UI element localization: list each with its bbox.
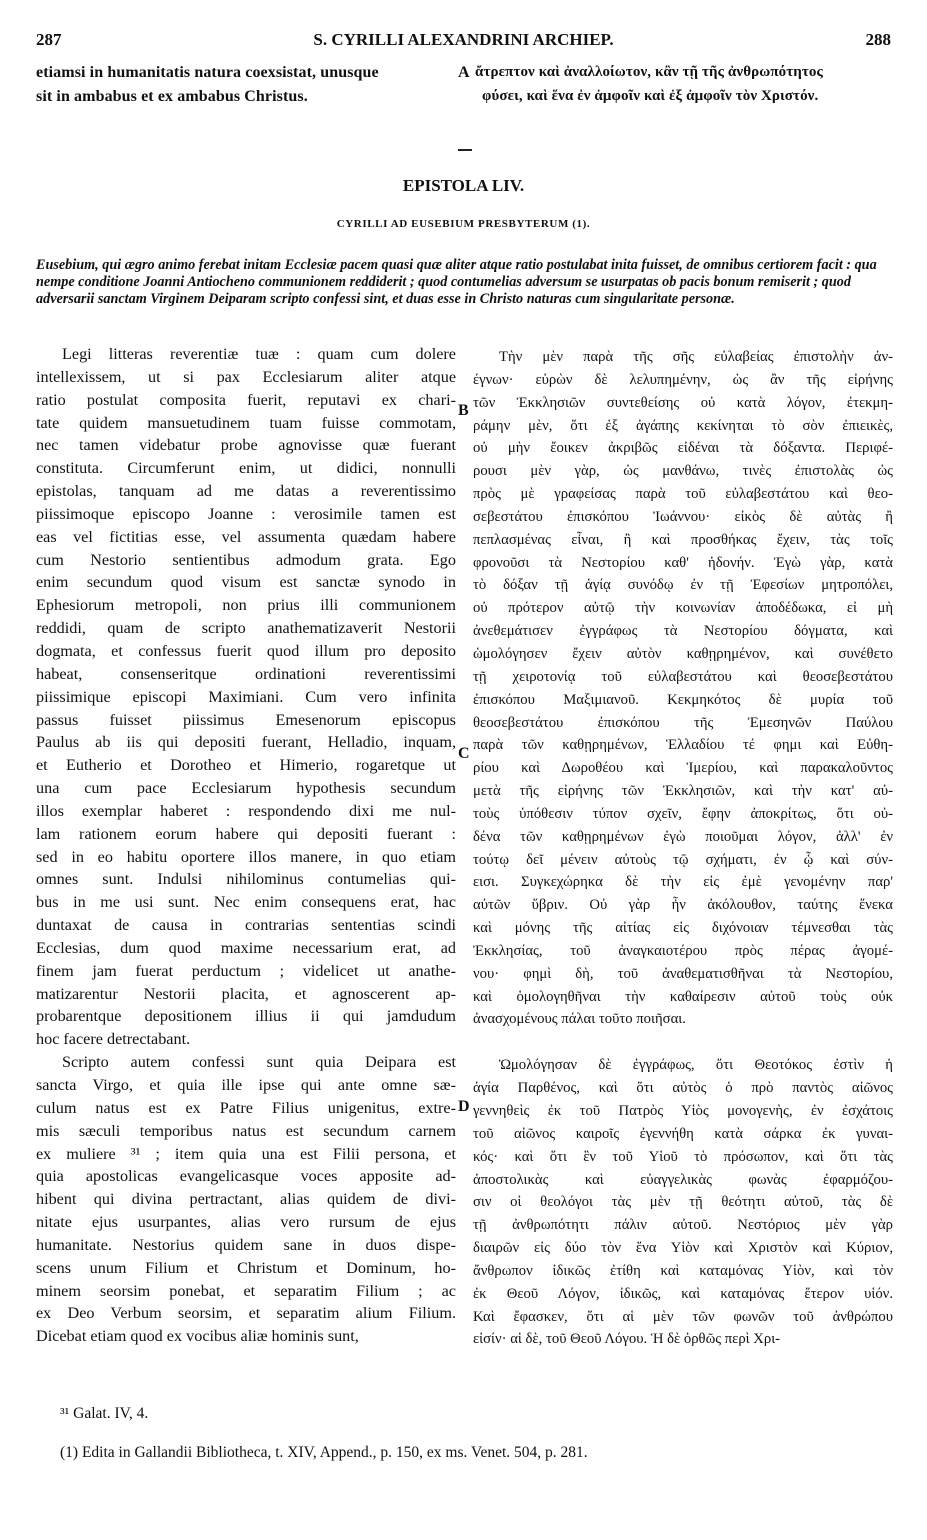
text-line: εισι. Συγκεχώρηκα δὲ τὴν εἰς ἐμὲ γενομένην παρ' (473, 874, 893, 891)
latin-continuation-line-1: etiamsi in humanitatis natura coexsistat, unusque (36, 64, 379, 81)
text-line: culum natus est ex Patre Filius unigenitus, extre- (36, 1098, 456, 1117)
text-line: τῇ χειροτονίᾳ τοῦ εὐλαβεστάτου καὶ θεοσεβεστάτου (473, 668, 893, 685)
text-line: ἀνασχομένους πάλαι τοῦτο ποιῆσαι. (473, 1011, 686, 1028)
text-line: ex muliere ³¹ ; item quia una est Filii persona, et (36, 1144, 456, 1163)
text-line: intellexissem, ut si pax Ecclesiarum aliter atque (36, 367, 456, 386)
text-line: piissimique episcopi Maximiani. Cum vero infinita (36, 687, 456, 706)
text-line: sed in eo habitu oportere illos manere, in quo etiam (36, 847, 456, 866)
text-line: ἄνθρωπον ἰδικῶς ἐτίθη καὶ καταμόνας Υἱὸν, καὶ τὸν (473, 1262, 893, 1279)
text-line: hibent qui divina pertractant, alias quidem de divi- (36, 1190, 456, 1209)
text-line: passus fuisset piissimus Emesenorum episcopus (36, 710, 456, 729)
greek-paragraph-2 (473, 1054, 893, 1351)
latin-continuation-line-2: sit in ambabus et ex ambabus Christus. (36, 88, 308, 105)
text-line: quia apostolicas evangelicasque voces apposite ad- (36, 1167, 456, 1186)
text-line: κός· καὶ ὅτι ἓν τοῦ Υἱοῦ τὸ πρόσωπον, καὶ ὅτι τὰς (473, 1148, 893, 1165)
text-line: τούτῳ δεῖ μένειν αὐτοὺς τῷ σχήματι, ἐν ᾧ καὶ σύν- (473, 851, 893, 868)
footnote-31: ³¹ Galat. IV, 4. (60, 1405, 149, 1422)
greek-continuation-line-2: φύσει, καὶ ἕνα ἐν ἀμφοῖν καὶ ἐξ ἀμφοῖν τὸν Χριστόν. (482, 88, 819, 104)
text-line: dogmata, et confessus fuerit quod illum pro deposito (36, 641, 456, 660)
text-line: ἐπισκόπου Μαξιμιανοῦ. Κεκμηκότος δὲ μυρία τοῦ (473, 691, 893, 708)
latin-column (36, 343, 456, 1348)
footnote-1: (1) Edita in Gallandii Bibliotheca, t. XIV, Append., p. 150, ex ms. Venet. 504, p. 281. (60, 1444, 588, 1461)
running-title: S. CYRILLI ALEXANDRINI ARCHIEP. (313, 30, 614, 49)
text-line: οὐ πρότερον αὐτῷ τὴν κοινωνίαν ἀποδέδωκα, εἰ μὴ (473, 600, 893, 617)
greek-continuation-line-1: ἄτρεπτον καὶ ἀναλλοίωτον, κἂν τῇ τῆς ἀνθρωπότητος (475, 64, 823, 80)
text-line: Ἐκκλησίας, τοῦ ἀναγκαιοτέρου πρὸς πέρας ἀγομέ- (473, 942, 893, 959)
margin-letter-c: C (458, 745, 470, 762)
text-line: finem jam fuerat perductum ; videlicet ut anathe- (36, 961, 456, 980)
text-line: θεοσεβεστάτου ἐπισκόπου τῆς Ἐμεσηνῶν Παύλου (473, 714, 893, 731)
text-line: habeat, consenseritque ordinationi reverentissimi (36, 664, 456, 683)
text-line: sancta Virgo, et quia ille ipse qui ante omne sæ- (36, 1076, 456, 1094)
text-line: mis sæculi temporibus natus est secundum carnem (36, 1121, 456, 1140)
text-line: ἀποστολικὰς καὶ εὐαγγελικὰς φωνὰς ἐφαρμόζου- (473, 1171, 893, 1188)
text-line: humanitate. Nestorius quidem sane in duos dispe- (36, 1235, 456, 1254)
text-line: ὡμολόγησεν ἔχειν αὐτὸν καθῃρημένον, καὶ συνέθετο (473, 645, 893, 662)
text-line: έγνων· εὑρὼν δὲ λελυπημένην, ὡς ἂν τῆς εἰρήνης (473, 371, 893, 388)
text-line: Scripto autem confessi sunt quia Deipara est (62, 1053, 456, 1072)
text-line: σεβεστάτου ἐπισκόπου Ἰωάννου· εἰκὸς δὲ αὐτὰς ἢ (473, 508, 893, 525)
text-line: cum Nestorio sentientibus admodum grata. Ego (36, 550, 456, 569)
greek-paragraph-1 (473, 346, 893, 1031)
text-line: enim secundum quod visum est sanctæ synodo in (36, 573, 456, 592)
latin-paragraph-1 (36, 343, 456, 1051)
margin-letter-b: B (458, 402, 469, 419)
text-line: constituta. Circumferunt enim, ut didici, nonnulli (36, 459, 456, 478)
text-line: ράμην μὲν, ὅτι ἐξ ἀγάπης κεκίνηται τὸ σὸν ἐπιεικὲς, (473, 417, 893, 434)
text-line: epistolas, tanquam ad me datas a reverentissimo (36, 482, 456, 501)
text-line: τῇ ἀνθρωπότητι πάλιν αὐτοῦ. Νεστόριος μὲν γὰρ (473, 1217, 893, 1234)
text-line: Ὡμολόγησαν δὲ ἐγγράφως, ὅτι Θεοτόκος ἐστὶν ἡ (499, 1057, 893, 1074)
epistle-subtitle: CYRILLI AD EUSEBIUM PRESBYTERUM (1). (336, 218, 591, 230)
text-line: una cum pace Ecclesiarum hypothesis secundum (36, 779, 456, 798)
text-line: ratio postulat composita fuerit, reputavi ex chari- (36, 390, 456, 409)
text-line: hoc facere detrectabant. (36, 1030, 191, 1049)
text-line: τοῦ αἰῶνος καιροῖς ἐγεννήθη κατὰ σάρκα ἐκ γυναι- (473, 1125, 893, 1142)
text-line: τοὺς ὑπόθεσιν τύπον σχεῖν, ἔφην ἀποκρίτως, ὅτι οὐ- (473, 805, 893, 822)
text-line: τῶν Ἐκκλησιῶν συντεθείσης οὐ κατὰ λόγον, ἐτεκμη- (473, 394, 893, 411)
text-line: Καὶ ἔφασκεν, ὅτι αἱ μὲν τῶν φωνῶν τοῦ ἀνθρώπου (473, 1308, 893, 1325)
text-line: ἁγία Παρθένος, καὶ ὅτι αὐτὸς ὁ πρὸ παντὸς αἰῶνος (473, 1080, 893, 1097)
text-line: ex Deo Verbum seorsim, et separatim alium Filium. (36, 1304, 456, 1323)
latin-paragraph-2 (36, 1051, 456, 1348)
margin-letter-d: D (458, 1098, 470, 1115)
text-line: Ephesiorum metropoli, non prius illi communionem (36, 596, 456, 615)
text-line: Legi litteras reverentiæ tuæ : quam cum dolere (62, 345, 456, 363)
text-line: φρονοῦσι τὰ Νεστορίου καθ' ἡδονήν. Ἐγὼ γὰρ, κατὰ (473, 554, 893, 571)
text-line: Ecclesias, dum quod maxime necessarium erat, ad (36, 938, 456, 957)
text-line: σιν οἱ θεολόγοι τὰς μὲν τῇ θεότητι αὐτοῦ, τὰς δὲ (473, 1194, 893, 1211)
text-line: tate quidem mansuetudinem tuam fuisse commotam, (36, 413, 456, 432)
page-number-left: 287 (36, 30, 62, 49)
text-line: nec tamen videbatur probe agnovisse quæ fuerant (36, 436, 456, 455)
text-line: δένα τῶν καθῃρημένων ἐγὼ ποιοῦμαι λόγον, ἀλλ' ἐν (473, 828, 893, 845)
text-line: πρὸς μὲ γραφείσας παρὰ τοῦ εὐλαβεστάτου καὶ θεο- (473, 486, 893, 503)
epistle-title: EPISTOLA LIV. (402, 176, 525, 195)
text-line: scens unum Filium et Christum et Dominum, ho- (36, 1258, 456, 1277)
greek-column (473, 346, 893, 1351)
separator-rule (458, 149, 472, 151)
text-line: omnes sunt. Indulsi nihilominus contumelias qui- (36, 870, 456, 889)
text-line: εἰσίν· αἱ δὲ, τοῦ Θεοῦ Λόγου. Ἡ δὲ ὀρθῶς περὶ Χρι- (473, 1331, 781, 1348)
page-number-right: 288 (865, 30, 891, 49)
text-line: καὶ ὁμολογηθῆναι τὴν καθαίρεσιν αὐτοῦ τοὺς οὐκ (473, 988, 893, 1005)
text-line: illos exemplar haberet : respondendo dixi me nul- (36, 801, 456, 820)
text-line: eas vel fictitias esse, vel assumenta quædam habere (36, 527, 456, 546)
text-line: lam rationem eorum habere qui depositi fuerant : (36, 824, 456, 843)
text-line: Dicebat etiam quod ex vocibus aliæ hominis sunt, (36, 1327, 359, 1346)
text-line: πεπλασμένας εἶναι, ἢ καὶ προσθήκας ἔχειν, τὰς τοῖς (473, 531, 893, 548)
text-line: probarentque depositionem illius ii qui jamdudum (36, 1007, 456, 1026)
text-line: nitate ejus usurpantes, alias vero rursum de ejus (36, 1213, 456, 1232)
text-line: duntaxat de causa in contrarias sententias scindi (36, 916, 456, 935)
text-line: matizarentur Nestorii placita, et agnoscerent ap- (36, 984, 456, 1003)
text-line: reddidi, quam de scripto anathematizaverit Nestorii (36, 619, 456, 638)
text-line: Paulus ab iis qui depositi fuerant, Helladio, inquam, (36, 733, 456, 752)
text-line: καὶ μόνης τῆς αἰτίας εἰς διχόνοιαν τέμνεσθαι τὰς (473, 920, 893, 937)
text-line: ἐκ Θεοῦ Λόγον, ἰδικῶς, καὶ καταμόνας ἕτερον υἱόν. (473, 1285, 893, 1302)
text-line: τὸ δόξαν τῇ ἁγίᾳ συνόδῳ ἐν τῇ Ἐφεσίων μητροπόλει, (473, 577, 893, 594)
margin-letter-a: A (458, 64, 470, 81)
text-line: νου· φημὶ δὴ, τοῦ ἀναθεματισθῆναι τὰ Νεστορίου, (473, 965, 893, 982)
epistle-summary: Eusebium, qui ægro animo ferebat initam Ecclesiæ pacem quasi quæ aliter atque ratio postulabat inita fuisset, de omnibus certiorem facit : qua nempe conditione Joanni Antiocheno communionem reddiderit ; quod contumelias adversum se usurpatas ob pacis bonum remiserit ; quod adversarii sanctam Virginem Deiparam scripto confessi sint, et duas esse in Christo naturas cum singularitate personæ. (36, 257, 877, 308)
text-line: minem seorsim ponebat, et separatim Filium ; ac (36, 1281, 456, 1300)
text-line: bus in me usi sunt. Nec enim consequens erat, hac (36, 893, 456, 912)
text-line: Τὴν μὲν παρὰ τῆς σῆς εὐλαβείας ἐπιστολὴν ἀν- (499, 349, 893, 365)
text-line: γεννηθεὶς ἐκ τοῦ Πατρὸς Υἱὸς μονογενὴς, ἐν ἐσχάτοις (473, 1103, 893, 1119)
text-line: παρὰ τῶν καθῃρημένων, Ἑλλαδίου τέ φημι καὶ Εὐθη- (473, 737, 893, 754)
text-line: ἀνεθεμάτισεν ἐγγράφως τὰ Νεστορίου δόγματα, καὶ (473, 623, 893, 640)
text-line: ρίου καὶ Δωροθέου καὶ Ἱμερίου, καὶ παρακαλοῦντος (473, 760, 893, 777)
text-line: διαιρῶν εἰς δύο τὸν ἕνα Υἱὸν καὶ Χριστὸν καὶ Κύριον, (473, 1240, 893, 1257)
text-line: μετὰ τῆς εἰρήνης τῶν Ἐκκλησιῶν, καὶ τὴν κατ' αὐ- (473, 783, 893, 800)
text-line: οὐ μὴν ἔοικεν ἀκριβῶς εἰδέναι τὰ δόξαντα. Περιφέ- (473, 440, 893, 457)
text-line: ρουσι μὲν γὰρ, ὡς μανθάνω, τινὲς ἐπιστολὰς ὡς (473, 463, 893, 480)
text-line: piissimoque episcopo Joanne : verosimile tamen est (36, 504, 456, 523)
text-line: et Eutherio et Dorotheo et Himerio, rogaretque ut (36, 756, 456, 775)
text-line: αὐτῶν ὕβριν. Οὐ γὰρ ἦν ἀκόλουθον, ταύτης ἕνεκα (473, 897, 893, 914)
